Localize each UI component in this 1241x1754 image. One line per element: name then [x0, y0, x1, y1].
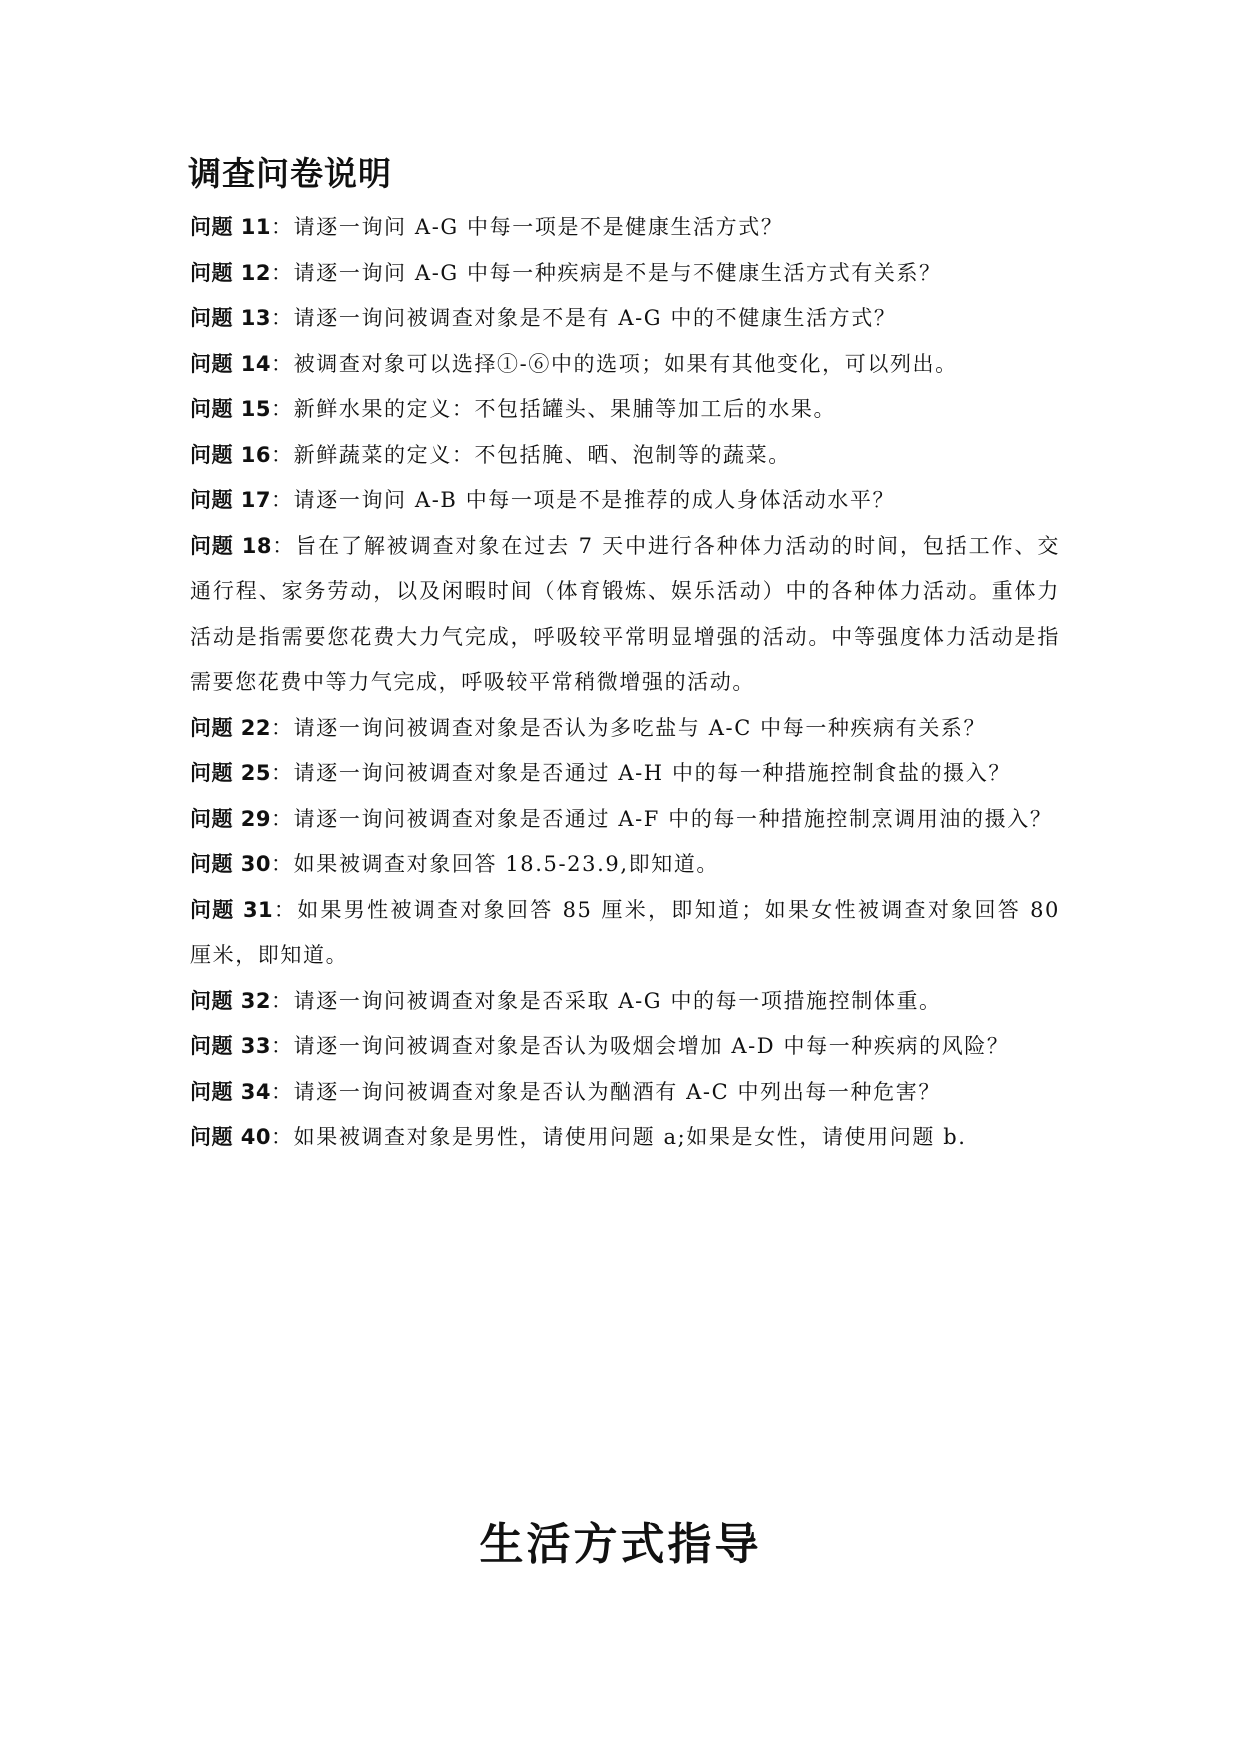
question-label: 问题 25	[190, 761, 272, 785]
question-note-32	[190, 979, 1060, 1025]
question-separator: ：	[271, 852, 294, 876]
question-note-25	[190, 751, 1060, 797]
question-label: 问题 11	[190, 215, 272, 239]
question-separator: ：	[271, 533, 296, 558]
questionnaire-notes-heading: 调查问卷说明	[188, 154, 392, 193]
question-notes-list	[190, 205, 1060, 1161]
question-note-text: 请逐一询问被调查对象是否通过 A-H 中的每一种措施控制食盐的摄入？	[293, 761, 1011, 785]
question-note-text: 新鲜蔬菜的定义：不包括腌、晒、泡制等的蔬菜。	[293, 442, 791, 467]
question-separator: ：	[271, 397, 294, 421]
question-label: 问题 14	[190, 351, 272, 376]
question-note-text: 请逐一询问被调查对象是否采取 A-G 中的每一项措施控制体重。	[293, 988, 942, 1013]
question-separator: ：	[273, 897, 298, 922]
question-note-text: 请逐一询问 A-B 中每一项是不是推荐的成人身体活动水平？	[293, 488, 896, 512]
question-note-text: 请逐一询问被调查对象是不是有 A-G 中的不健康生活方式？	[293, 306, 897, 330]
question-note-text: 旨在了解被调查对象在过去 7 天中进行各种体力活动的时间，包括工作、交通行程、家务劳动，以及闲暇时间（体育锻炼、娱乐活动）中的各种体力活动。重体力活动是指需要您花费大力气完成，呼吸较平常明显增强的活动。中等强度体力活动是指需要您花费中等力气完成，呼吸较平常稍微增强的活动。	[190, 533, 1060, 694]
question-label: 问题 18	[190, 533, 272, 558]
question-note-text: 被调查对象可以选择①-⑥中的选项；如果有其他变化，可以列出。	[293, 351, 958, 376]
lifestyle-guidance-title: 生活方式指导	[479, 1519, 762, 1570]
question-separator: ：	[271, 988, 294, 1013]
question-note-text: 请逐一询问 A-G 中每一种疾病是不是与不健康生活方式有关系？	[293, 260, 942, 285]
question-separator: ：	[271, 442, 294, 467]
question-label: 问题 15	[190, 397, 272, 421]
question-note-17	[190, 478, 1060, 524]
question-note-text: 如果男性被调查对象回答 85 厘米，即知道；如果女性被调查对象回答 80 厘米，即知道。	[190, 897, 1060, 967]
question-note-text: 请逐一询问被调查对象是否通过 A-F 中的每一种措施控制烹调用油的摄入？	[293, 806, 1053, 831]
question-separator: ：	[271, 1125, 294, 1149]
question-label: 问题 17	[190, 488, 272, 512]
question-separator: ：	[271, 215, 294, 239]
question-note-18	[190, 524, 1060, 706]
question-label: 问题 40	[190, 1125, 272, 1149]
question-label: 问题 29	[190, 806, 272, 831]
question-separator: ：	[271, 351, 294, 376]
question-note-text: 请逐一询问被调查对象是否认为酗酒有 A-C 中列出每一种危害？	[293, 1079, 941, 1104]
question-note-33	[190, 1024, 1060, 1070]
question-note-29	[190, 797, 1060, 843]
question-label: 问题 34	[190, 1079, 272, 1104]
question-separator: ：	[271, 488, 294, 512]
question-note-text: 请逐一询问被调查对象是否认为多吃盐与 A-C 中每一种疾病有关系？	[293, 715, 987, 740]
question-separator: ：	[271, 1079, 294, 1104]
question-separator: ：	[271, 715, 294, 740]
question-note-13	[190, 296, 1060, 342]
question-label: 问题 22	[190, 715, 272, 740]
question-note-text: 新鲜水果的定义：不包括罐头、果脯等加工后的水果。	[293, 397, 837, 421]
question-separator: ：	[271, 306, 294, 330]
question-note-text: 如果被调查对象是男性，请使用问题 a;如果是女性，请使用问题 b.	[293, 1125, 967, 1149]
question-label: 问题 32	[190, 988, 272, 1013]
question-separator: ：	[271, 806, 294, 831]
question-note-12	[190, 251, 1060, 297]
question-note-22	[190, 706, 1060, 752]
question-note-31	[190, 888, 1060, 979]
question-note-15	[190, 387, 1060, 433]
question-label: 问题 13	[190, 306, 272, 330]
question-note-11	[190, 205, 1060, 251]
question-note-30	[190, 842, 1060, 888]
question-separator: ：	[271, 1034, 294, 1058]
question-label: 问题 12	[190, 260, 272, 285]
question-note-40	[190, 1115, 1060, 1161]
question-separator: ：	[271, 260, 294, 285]
question-label: 问题 30	[190, 852, 272, 876]
question-note-16	[190, 433, 1060, 479]
question-note-14	[190, 342, 1060, 388]
question-label: 问题 16	[190, 442, 272, 467]
question-label: 问题 33	[190, 1034, 272, 1058]
question-note-text: 请逐一询问 A-G 中每一项是不是健康生活方式？	[293, 215, 784, 239]
question-separator: ：	[271, 761, 294, 785]
question-note-text: 请逐一询问被调查对象是否认为吸烟会增加 A-D 中每一种疾病的风险？	[293, 1034, 1010, 1058]
question-label: 问题 31	[190, 897, 274, 922]
question-note-text: 如果被调查对象回答 18.5-23.9,即知道。	[293, 852, 720, 876]
question-note-34	[190, 1070, 1060, 1116]
